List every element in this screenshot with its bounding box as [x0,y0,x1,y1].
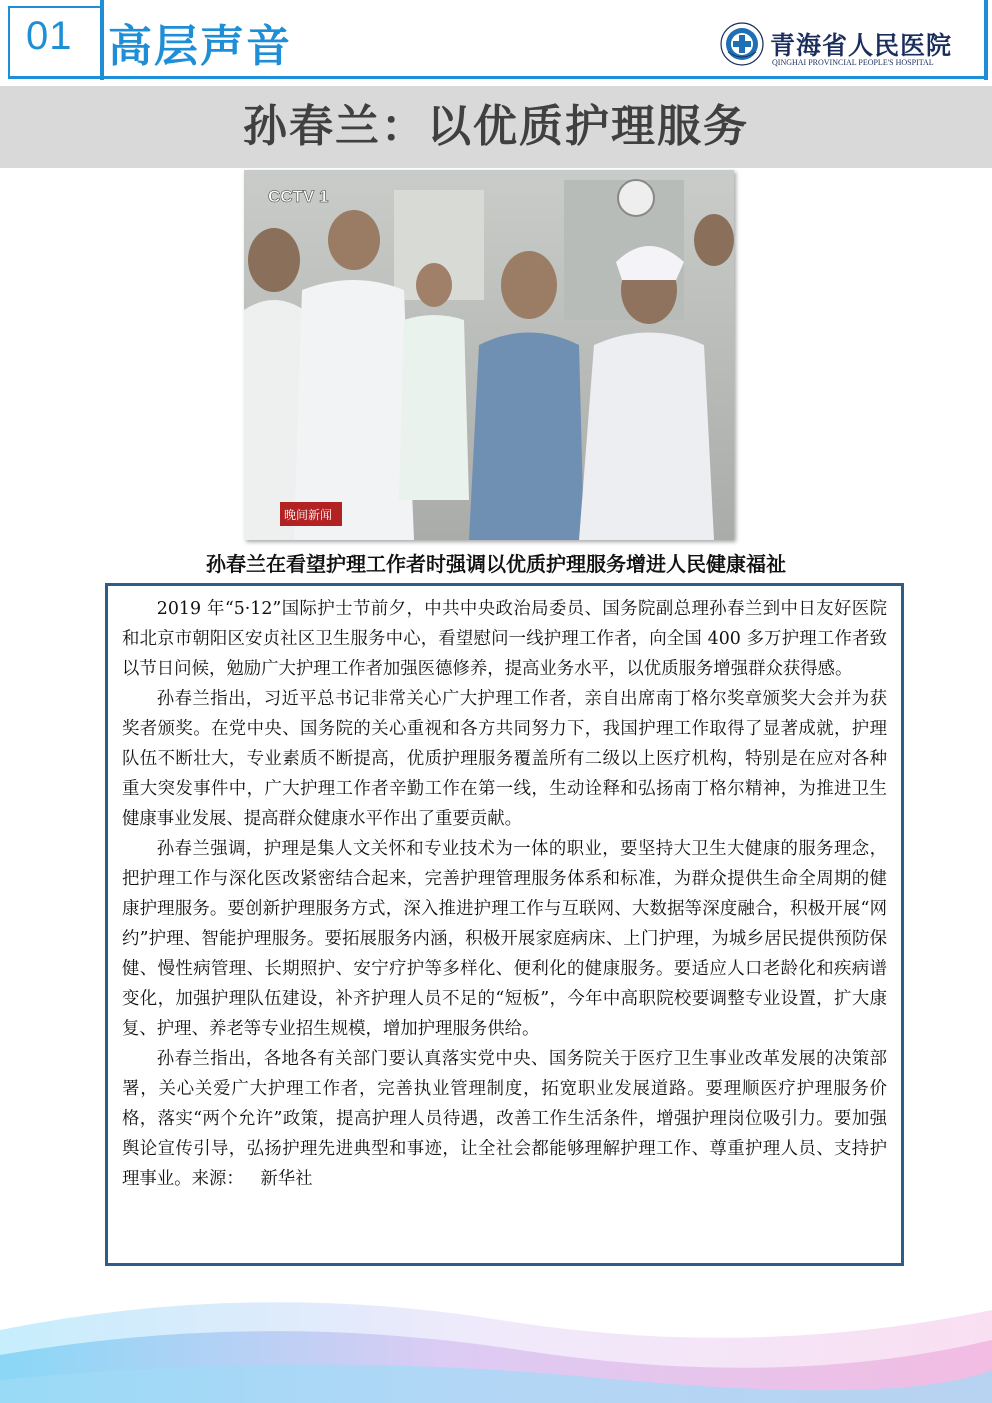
hospital-name-cn: 青海省人民医院 [770,31,953,60]
hospital-logo [720,22,960,72]
news-photo [244,170,734,540]
article-paragraph [122,1044,887,1194]
article-paragraph: 孙春兰指出，习近平总书记非常关心广大护理工作者，亲自出席南丁格尔奖章颁奖大会并为获奖者颁奖。在党中央、国务院的关心重视和各方共同努力下，我国护理工作取得了显著成就，护理队伍不断壮大，专业素质不断提高，优质护理服务覆盖所有二级以上医疗机构，特别是在应对各种重大突发事件中，广大护理工作者辛勤工作在第一线，生动诠释和弘扬南丁格尔精神，为推进卫生健康事业发展、提高群众健康水平作出了重要贡献。 [122,689,887,829]
article-paragraph: 孙春兰强调，护理是集人文关怀和专业技术为一体的职业，要坚持大卫生大健康的服务理念，把护理工作与深化医改紧密结合起来，完善护理管理服务体系和标准，为群众提供生命全周期的健康护理服务。要创新护理服务方式，深入推进护理工作与互联网、大数据等深度融合，积极开展“网约”护理、智能护理服务。要拓展服务内涵，积极开展家庭病床、上门护理，为城乡居民提供预防保健、慢性病管理、长期照护、安宁疗护等多样化、便利化的健康服务。要适应人口老龄化和疾病谱变化，加强护理队伍建设，补齐护理人员不足的“短板”，今年中高职院校要调整专业设置，扩大康复、护理、养老等专业招生规模，增加护理服务供给。 [122,839,887,1039]
section-title: 高层声音 [108,21,292,72]
article-paragraph-text: 孙春兰指出，各地各有关部门要认真落实党中央、国务院关于医疗卫生事业改革发展的决策部署，关心关爱广大护理工作者，完善执业管理制度，拓宽职业发展道路。要理顺医疗护理服务价格，落实“两个允许”政策，提高护理人员待遇，改善工作生活条件，增强护理岗位吸引力。要加强舆论宣传引导，弘扬护理先进典型和事迹，让全社会都能够理解护理工作、尊重护理人员、支持护理事业。 [122,1049,887,1189]
news-photo-image [244,170,734,540]
header-underline [8,76,986,79]
source-name: 新华社 [260,1169,313,1189]
section-number: 01 [26,14,73,58]
article-title: 孙春兰：以优质护理服务 [243,101,749,152]
source-label: 来源： [191,1169,244,1189]
article-body [105,583,904,1266]
page-header [0,0,992,82]
article-paragraph: 2019 年“5·12”国际护士节前夕，中共中央政治局委员、国务院副总理孙春兰到中日友好医院和北京市朝阳区安贞社区卫生服务中心，看望慰问一线护理工作者，向全国 400 多万护理工作者致以节日问候，勉励广大护理工作者加强医德修养，提高业务水平，以优质服务增强群众获得感。 [122,599,887,679]
hospital-name-en: QINGHAI PROVINCIAL PEOPLE'S HOSPITAL [772,58,934,67]
header-right-edge [984,0,988,80]
header-divider [100,0,104,80]
photo-caption: 孙春兰在看望护理工作者时强调以优质护理服务增进人民健康福祉 [206,552,786,576]
program-badge: 晚间新闻 [284,508,333,522]
channel-logo: CCTV 1 [268,187,329,206]
hospital-emblem-icon [720,22,764,66]
title-band [0,86,992,168]
footer-wave-decoration [0,1270,992,1403]
